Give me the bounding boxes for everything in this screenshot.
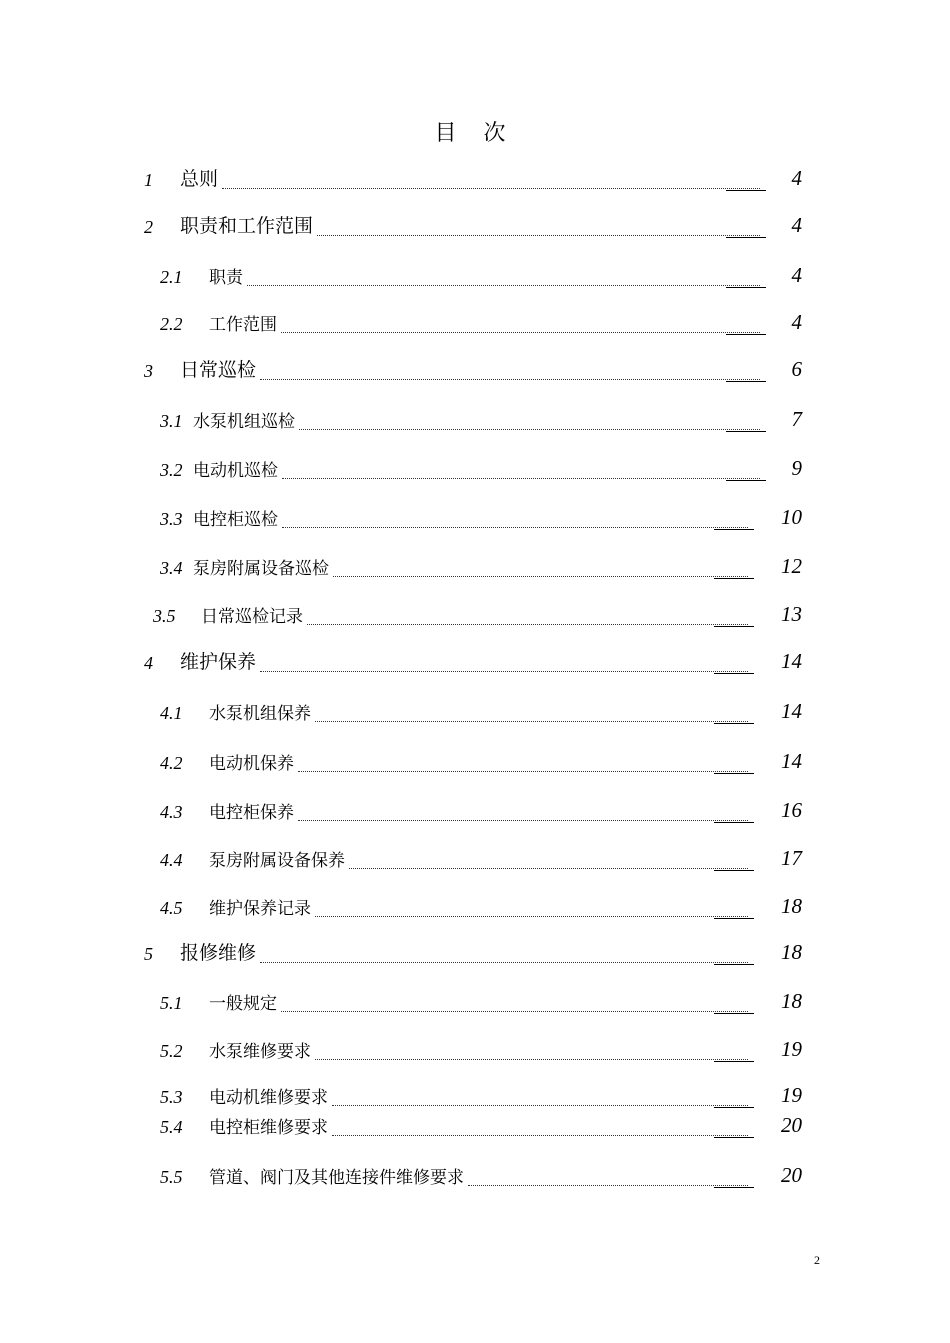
- toc-entry-label: 电控柜保养: [209, 803, 294, 823]
- toc-underline: [714, 673, 754, 674]
- toc-entry-page: 10: [781, 505, 802, 529]
- toc-entry-page: 19: [781, 1083, 802, 1107]
- toc-entry-number: 5.2: [160, 1041, 183, 1061]
- toc-leader-dots: [260, 671, 748, 672]
- toc-underline: [726, 480, 766, 481]
- toc-entry-label: 维护保养记录: [209, 899, 311, 919]
- toc-underline: [726, 287, 766, 288]
- toc-underline: [726, 237, 766, 238]
- toc-entry-page: 7: [791, 407, 802, 431]
- toc-entry-number: 5.1: [160, 993, 183, 1013]
- toc-underline: [714, 1187, 754, 1188]
- toc-entry[interactable]: [0, 1034, 950, 1064]
- toc-entry[interactable]: [0, 210, 950, 240]
- toc-entry-label: 报修维修: [180, 942, 257, 964]
- toc-leader-dots: [281, 332, 760, 333]
- toc-entry[interactable]: [0, 1110, 950, 1140]
- toc-entry[interactable]: [0, 1080, 950, 1110]
- toc-leader-dots: [299, 429, 760, 430]
- toc-entry-page: 17: [781, 846, 802, 870]
- toc-underline: [714, 578, 754, 579]
- toc-leader-dots: [332, 1135, 748, 1136]
- toc-entry-number: 4.3: [160, 802, 183, 822]
- toc-title: 目 次: [434, 121, 516, 146]
- toc-entry-page: 20: [781, 1163, 802, 1187]
- toc-entry-page: 4: [791, 166, 802, 190]
- toc-entry[interactable]: [0, 502, 950, 532]
- toc-leader-dots: [260, 962, 748, 963]
- toc-entry[interactable]: [0, 696, 950, 726]
- toc-entry-label: 职责和工作范围: [180, 215, 314, 237]
- toc-entry-label: 水泵机组保养: [209, 704, 311, 724]
- toc-entry-number: 3.4: [160, 558, 183, 578]
- toc-underline: [714, 773, 754, 774]
- toc-entry[interactable]: [0, 986, 950, 1016]
- page-number: 2: [814, 1253, 820, 1267]
- toc-leader-dots: [260, 379, 760, 380]
- toc-entry-number: 2: [144, 217, 153, 237]
- toc-underline: [726, 334, 766, 335]
- toc-leader-dots: [282, 527, 748, 528]
- toc-entry[interactable]: [0, 453, 950, 483]
- toc-leader-dots: [298, 820, 748, 821]
- toc-entry-label: 日常巡检: [180, 359, 257, 381]
- toc-underline: [714, 918, 754, 919]
- toc-leader-dots: [468, 1185, 748, 1186]
- toc-leader-dots: [247, 285, 760, 286]
- toc-entry-number: 4.2: [160, 753, 183, 773]
- toc-underline: [726, 381, 766, 382]
- toc-entry-number: 3.5: [153, 606, 176, 626]
- toc-entry[interactable]: [0, 1160, 950, 1190]
- toc-entry-number: 4.1: [160, 703, 183, 723]
- toc-entry-label: 电动机维修要求: [209, 1088, 328, 1108]
- toc-entry[interactable]: [0, 843, 950, 873]
- toc-leader-dots: [315, 721, 748, 722]
- toc-entry-page: 12: [781, 554, 802, 578]
- toc-entry-number: 1: [144, 170, 153, 190]
- toc-underline: [714, 1013, 754, 1014]
- toc-entry-page: 18: [781, 989, 802, 1013]
- toc-entry-label: 泵房附属设备巡检: [193, 559, 329, 579]
- toc-entry-number: 3: [144, 361, 153, 381]
- toc-underline: [714, 1061, 754, 1062]
- toc-entry[interactable]: [0, 260, 950, 290]
- toc-leader-dots: [315, 1059, 748, 1060]
- toc-underline: [726, 431, 766, 432]
- toc-entry-number: 5.3: [160, 1087, 183, 1107]
- toc-entry[interactable]: [0, 307, 950, 337]
- toc-leader-dots: [333, 576, 748, 577]
- toc-entry[interactable]: [0, 646, 950, 676]
- toc-entry-page: 13: [781, 602, 802, 626]
- toc-underline: [714, 723, 754, 724]
- toc-entry-page: 4: [791, 213, 802, 237]
- toc-entry[interactable]: [0, 746, 950, 776]
- toc-entry[interactable]: [0, 551, 950, 581]
- toc-leader-dots: [315, 916, 748, 917]
- toc-entry-number: 4: [144, 653, 153, 673]
- toc-leader-dots: [222, 188, 760, 189]
- toc-entry-number: 5.5: [160, 1167, 183, 1187]
- toc-entry-page: 14: [781, 649, 802, 673]
- toc-underline: [714, 822, 754, 823]
- toc-leader-dots: [281, 1011, 748, 1012]
- toc-entry[interactable]: [0, 599, 950, 629]
- toc-underline: [714, 529, 754, 530]
- toc-entry-number: 4.5: [160, 898, 183, 918]
- toc-entry-page: 16: [781, 798, 802, 822]
- toc-entry-label: 一般规定: [209, 994, 277, 1014]
- toc-entry-page: 6: [791, 357, 802, 381]
- toc-entry-page: 18: [781, 894, 802, 918]
- toc-entry-label: 电控柜维修要求: [209, 1118, 328, 1138]
- toc-entry-page: 4: [791, 263, 802, 287]
- toc-entry[interactable]: [0, 354, 950, 384]
- toc-entry-label: 管道、阀门及其他连接件维修要求: [209, 1168, 464, 1188]
- toc-entry-page: 4: [791, 310, 802, 334]
- toc-underline: [714, 1107, 754, 1108]
- toc-entry-label: 工作范围: [209, 315, 277, 335]
- toc-entry-page: 18: [781, 940, 802, 964]
- toc-leader-dots: [282, 478, 760, 479]
- toc-entry[interactable]: [0, 404, 950, 434]
- toc-underline: [714, 870, 754, 871]
- toc-entry-page: 19: [781, 1037, 802, 1061]
- toc-entry[interactable]: [0, 163, 950, 193]
- toc-entry-page: 9: [791, 456, 802, 480]
- toc-leader-dots: [298, 771, 748, 772]
- toc-entry-label: 日常巡检记录: [201, 607, 303, 627]
- toc-entry-label: 水泵维修要求: [209, 1042, 311, 1062]
- toc-underline: [714, 626, 754, 627]
- toc-leader-dots: [332, 1105, 748, 1106]
- toc-entry-label: 电控柜巡检: [193, 510, 278, 530]
- toc-entry-number: 3.3: [160, 509, 183, 529]
- toc-leader-dots: [317, 235, 760, 236]
- toc-entry-number: 5: [144, 944, 153, 964]
- toc-underline: [714, 964, 754, 965]
- toc-entry-page: 14: [781, 749, 802, 773]
- toc-entry-page: 20: [781, 1113, 802, 1137]
- toc-entry-label: 总则: [180, 168, 219, 190]
- toc-entry-label: 电动机保养: [209, 754, 294, 774]
- toc-entry-label: 水泵机组巡检: [193, 412, 295, 432]
- toc-entry-label: 维护保养: [180, 651, 257, 673]
- toc-entry-number: 3.2: [160, 460, 183, 480]
- toc-entry-number: 2.1: [160, 267, 183, 287]
- toc-underline: [714, 1137, 754, 1138]
- toc-leader-dots: [349, 868, 748, 869]
- toc-entry-number: 5.4: [160, 1117, 183, 1137]
- toc-entry-label: 泵房附属设备保养: [209, 851, 345, 871]
- toc-entry[interactable]: [0, 937, 950, 967]
- toc-entry[interactable]: [0, 795, 950, 825]
- toc-entry-label: 职责: [209, 268, 243, 288]
- toc-entry-number: 3.1: [160, 411, 183, 431]
- toc-entry-number: 4.4: [160, 850, 183, 870]
- toc-entry-page: 14: [781, 699, 802, 723]
- toc-entry[interactable]: [0, 891, 950, 921]
- toc-leader-dots: [307, 624, 748, 625]
- toc-entry-number: 2.2: [160, 314, 183, 334]
- toc-entry-label: 电动机巡检: [193, 461, 278, 481]
- toc-underline: [726, 190, 766, 191]
